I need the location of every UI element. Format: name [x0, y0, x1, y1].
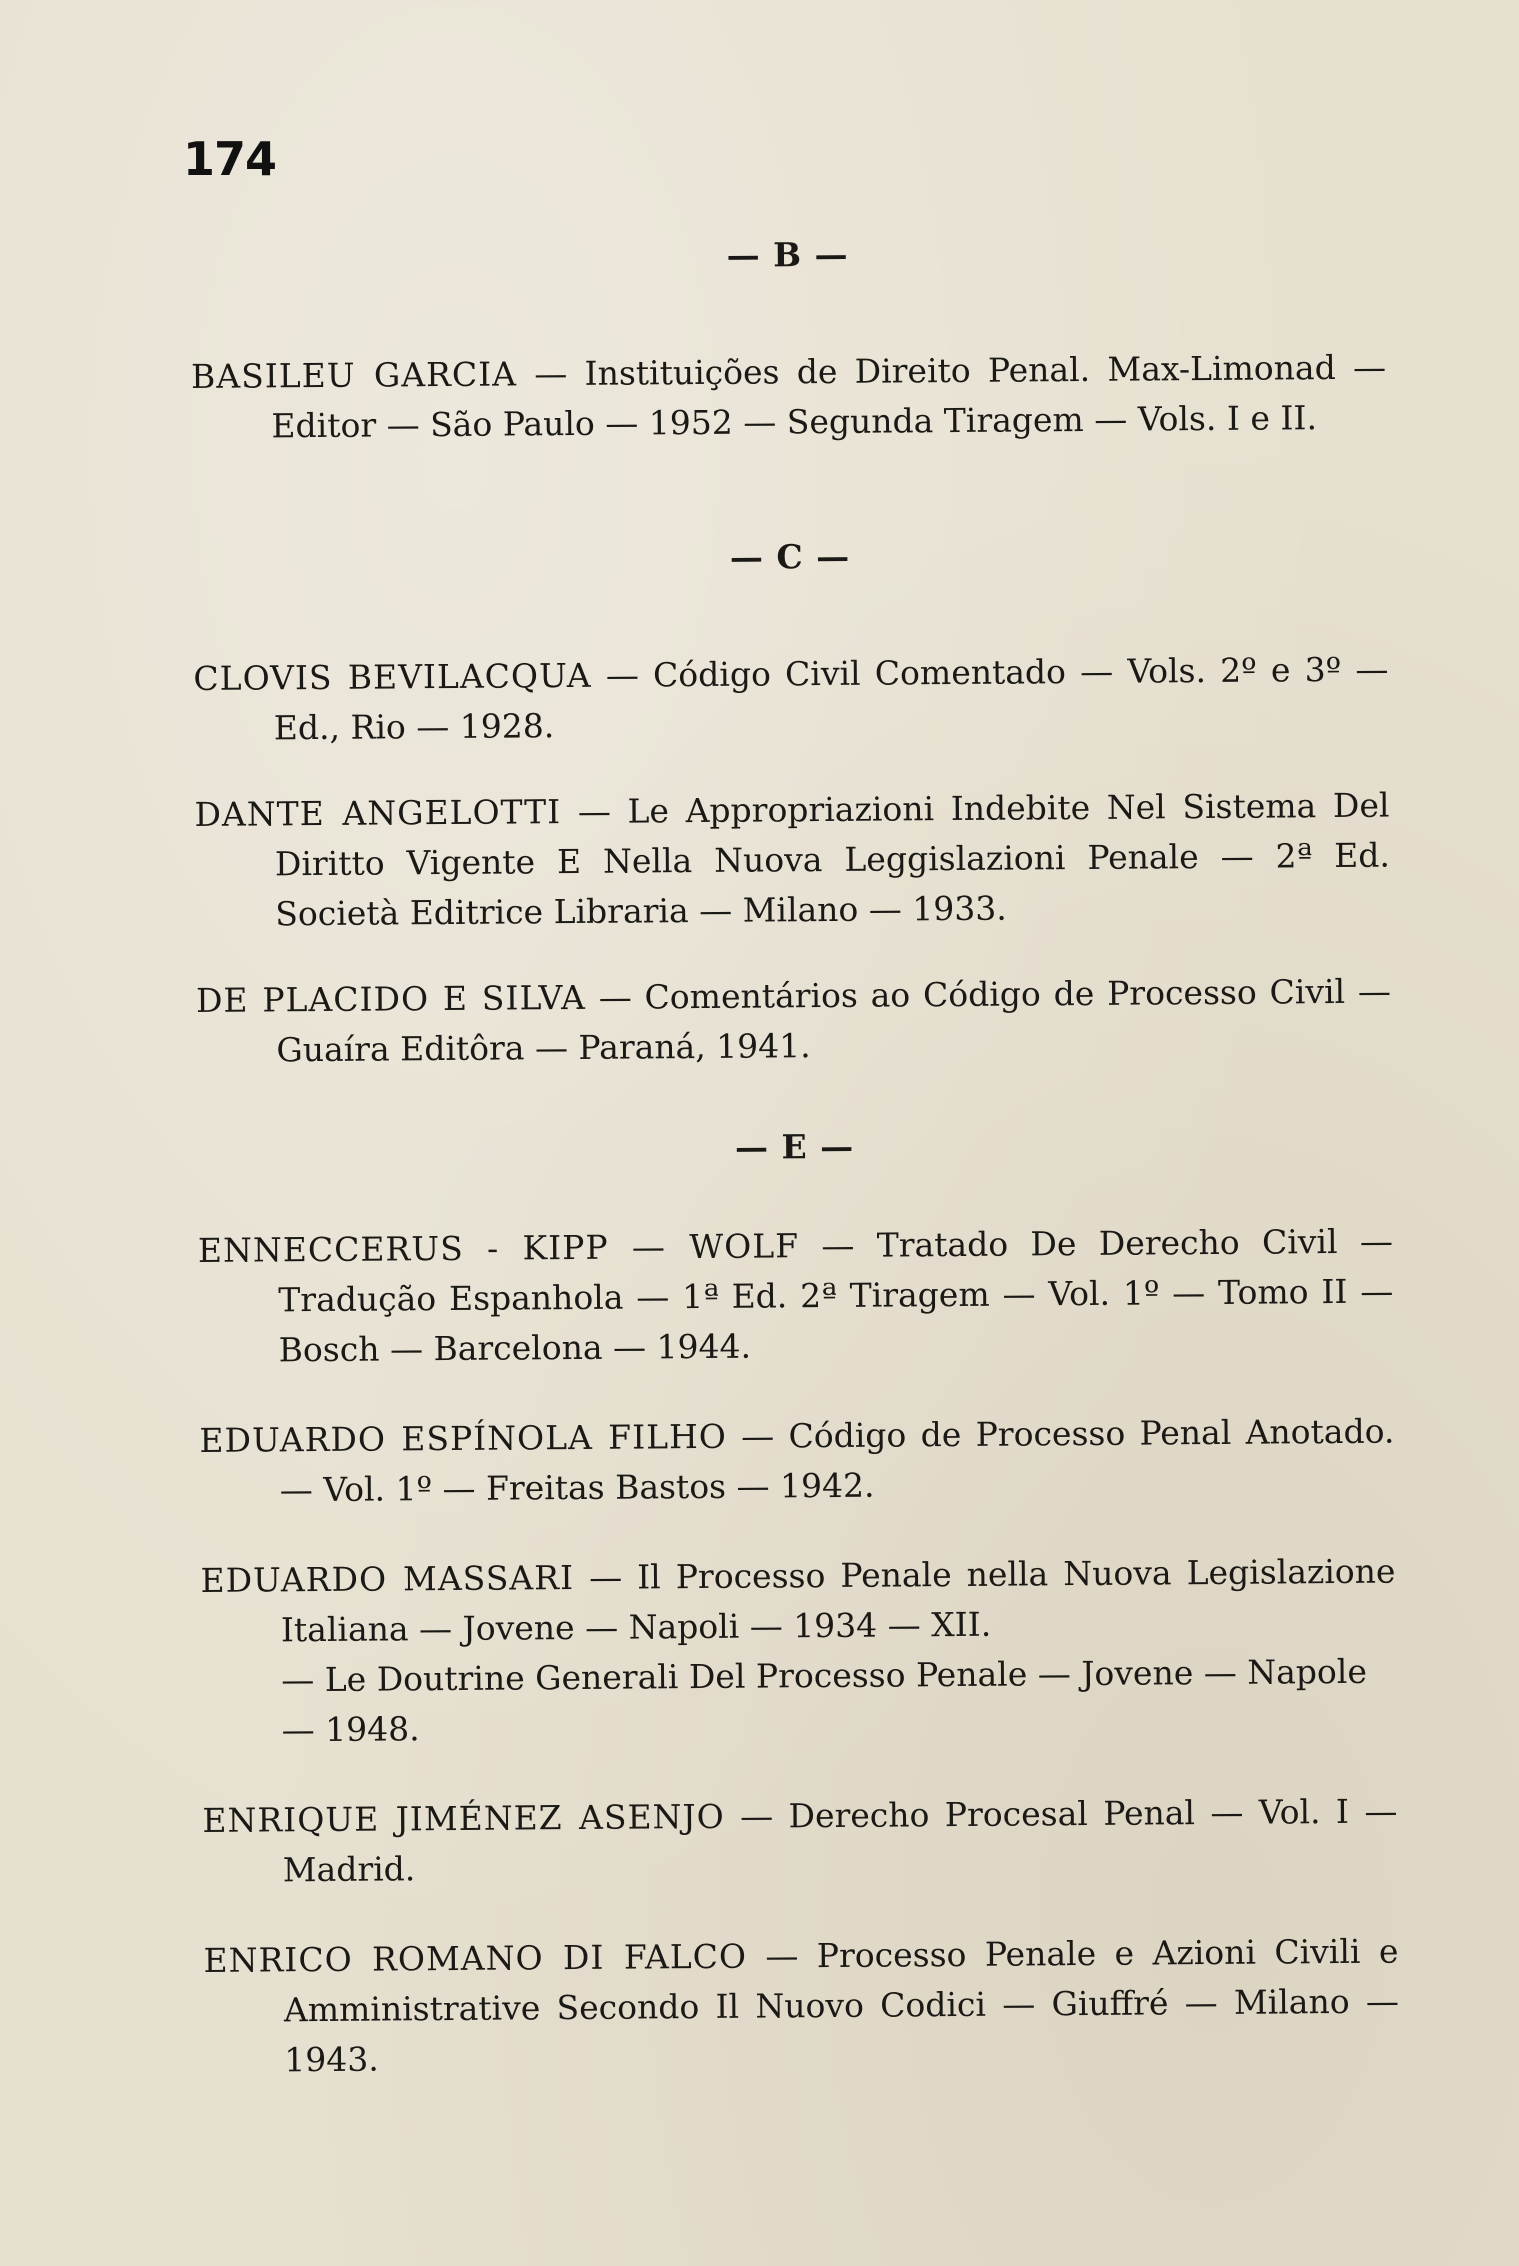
section-heading-c: — C — — [729, 536, 851, 577]
bibliography-entry — [194, 781, 1390, 940]
bibliography-entry — [199, 1407, 1395, 1516]
entry-author: CLOVIS BEVILACQUA — [193, 655, 592, 698]
entry-text: — Tratado De Derecho Civil — Tradução Espanhola — 1ª Ed. 2ª Tiragem — Vol. 1º — Tomo II — Bosch — Barcelona — 1944. — [278, 1221, 1394, 1370]
entry-author: EDUARDO ESPÍNOLA FILHO — [199, 1416, 728, 1460]
entry-text: — Derecho Procesal Penal — Vol. I — Madrid. — [282, 1791, 1398, 1890]
entry-text: — Processo Penale e Azioni Civili e Amministrative Secondo Il Nuovo Codici — Giuffré — Milano — 1943. — [283, 1931, 1400, 2080]
section-heading-e: — E — — [734, 1126, 855, 1167]
bibliography-entry — [203, 1927, 1399, 2086]
entry-author: EDUARDO MASSARI — [200, 1558, 575, 1600]
section-heading-b: — B — — [726, 234, 849, 275]
entry-text: — Código de Processo Penal Anotado. — Vol. 1º — Freitas Bastos — 1942. — [279, 1411, 1395, 1510]
entry-author: ENRIQUE JIMÉNEZ ASENJO — [202, 1796, 725, 1840]
entry-author: ENRICO ROMANO DI FALCO — [203, 1936, 748, 1980]
bibliography-entry — [196, 967, 1392, 1076]
entry-author: DE PLACIDO E SILVA — [195, 977, 587, 1020]
bibliography-entry — [198, 1217, 1394, 1376]
bibliography-entry — [200, 1547, 1396, 1656]
entry-text: — Il Processo Penale nella Nuova Legislazione Italiana — Jovene — Napoli — 1934 — XII. — [280, 1551, 1396, 1650]
entry-text: — Instituições de Direito Penal. Max-Limonad — Editor — São Paulo — 1952 — Segunda Tiragem — Vols. I e II. — [271, 347, 1387, 446]
entry-text: — Código Civil Comentado — Vols. 2º e 3º — Ed., Rio — 1928. — [273, 649, 1389, 748]
entry-text: — Le Appropriazioni Indebite Nel Sistema Del Diritto Vigente E Nella Nuova Leggislazioni Penale — 2ª Ed. Società Editrice Libraria — Milano — 1933. — [274, 785, 1391, 934]
entry-author: ENNECCERUS - KIPP — WOLF — [197, 1226, 800, 1270]
bibliography-entry — [193, 645, 1389, 754]
entry-text: — Comentários ao Código de Processo Civil — Guaíra Editôra — Paraná, 1941. — [276, 971, 1392, 1070]
bibliography-entry — [191, 343, 1387, 452]
entry-author: BASILEU GARCIA — [190, 354, 518, 396]
page-number: 174 — [183, 132, 277, 186]
bibliography-list — [190, 231, 1399, 2086]
entry-continuation: — Le Doutrine Generali Del Processo Penale — Jovene — Napole — 1948. — [281, 1651, 1368, 1750]
entry-author: DANTE ANGELOTTI — [194, 792, 562, 834]
bibliography-entry — [202, 1787, 1398, 1896]
